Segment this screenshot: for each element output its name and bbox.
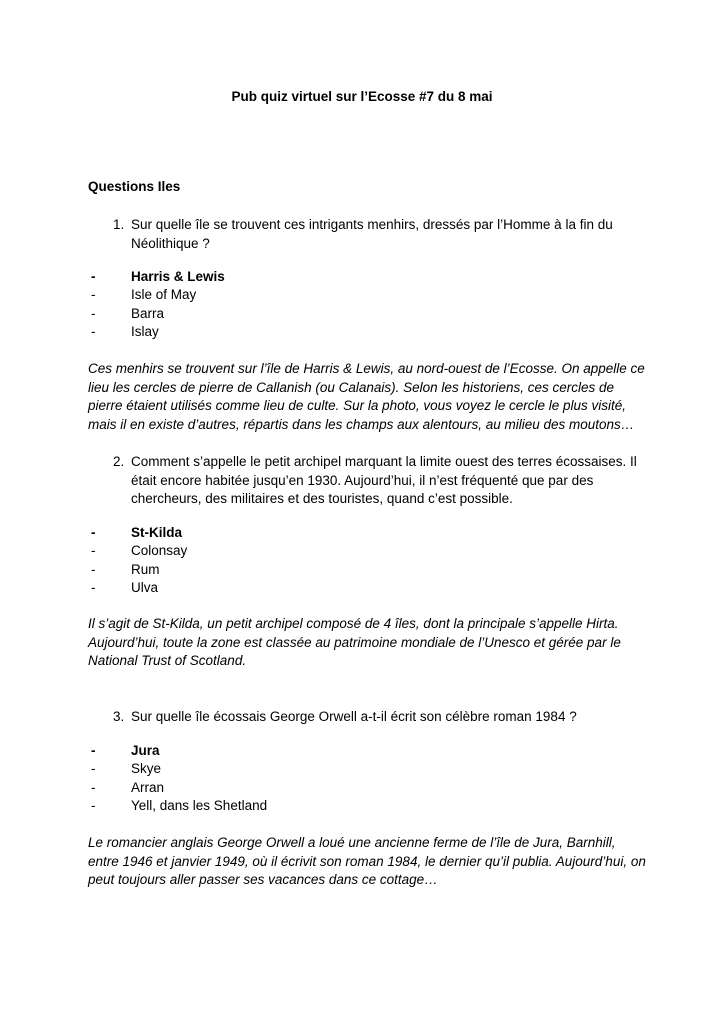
section-heading: Questions Iles — [88, 179, 181, 194]
list-dash: - — [91, 305, 96, 321]
list-dash: - — [91, 779, 96, 795]
question-3 — [113, 708, 653, 727]
list-dash: - — [91, 561, 96, 577]
question-number: 2. — [113, 454, 125, 469]
question-2 — [113, 453, 653, 509]
list-dash: - — [91, 797, 96, 813]
answer-text: Ulva — [131, 579, 159, 595]
list-dash: - — [91, 761, 96, 777]
page-title: Pub quiz virtuel sur l’Ecosse #7 du 8 mai — [231, 89, 493, 104]
question-1 — [113, 216, 653, 253]
list-dash: - — [91, 287, 96, 303]
list-dash: - — [91, 543, 96, 559]
answer-text: St-Kilda — [131, 525, 183, 540]
question-number: 3. — [113, 709, 125, 724]
list-dash: - — [91, 525, 96, 540]
answer-explanation-2: Il s’agit de St-Kilda, un petit archipel composé de 4 îles, dont la principale s’appelle Hirta. Aujourd’hui, toute la zone est classée au patrimoine mondiale de l’Unesco et gérée par le National Trust of Scotland. — [88, 616, 621, 668]
question-text: Sur quelle île se trouvent ces intrigants menhirs, dressés par l’Homme à la fin du Néolithique ? — [131, 217, 613, 251]
answer-text: Yell, dans les Shetland — [131, 797, 268, 813]
answer-text: Skye — [131, 761, 162, 777]
answer-explanation-1: Ces menhirs se trouvent sur l’île de Harris & Lewis, au nord-ouest de l’Ecosse. On appelle ce lieu les cercles de pierre de Callanish (ou Calanais). Selon les historiens, ces cercles de pierre étaient utilisés comme lieu de culte. Sur la photo, vous voyez le cercle le plus visité, mais il en existe d’autres, répartis dans les champs aux alentours, au milieu des moutons… — [88, 361, 645, 432]
answer-text: Arran — [131, 779, 165, 795]
list-dash: - — [91, 323, 96, 339]
answer-text: Rum — [131, 561, 160, 577]
question-text: Comment s’appelle le petit archipel marquant la limite ouest des terres écossaises. Il était encore habitée jusqu’en 1930. Aujourd’hui, il n’est fréquenté que par des chercheurs, des militaires et des touristes, quand c’est possible. — [131, 454, 637, 506]
answer-text: Colonsay — [131, 543, 188, 559]
answer-text: Isle of May — [131, 287, 197, 303]
answer-text: Harris & Lewis — [131, 269, 225, 284]
list-dash: - — [91, 579, 96, 595]
answer-text: Islay — [131, 323, 159, 339]
list-dash: - — [91, 743, 96, 758]
answer-text: Barra — [131, 305, 165, 321]
question-number: 1. — [113, 217, 125, 232]
list-dash: - — [91, 269, 96, 284]
answer-text: Jura — [131, 743, 160, 758]
question-text: Sur quelle île écossais George Orwell a-t-il écrit son célèbre roman 1984 ? — [131, 709, 577, 724]
answer-explanation-3: Le romancier anglais George Orwell a loué une ancienne ferme de l’île de Jura, Barnhill, entre 1946 et janvier 1949, où il écrivit son roman 1984, le dernier qu’il publia. Aujourd’hui, on peut toujours aller passer ses vacances dans ce cottage… — [88, 835, 646, 887]
